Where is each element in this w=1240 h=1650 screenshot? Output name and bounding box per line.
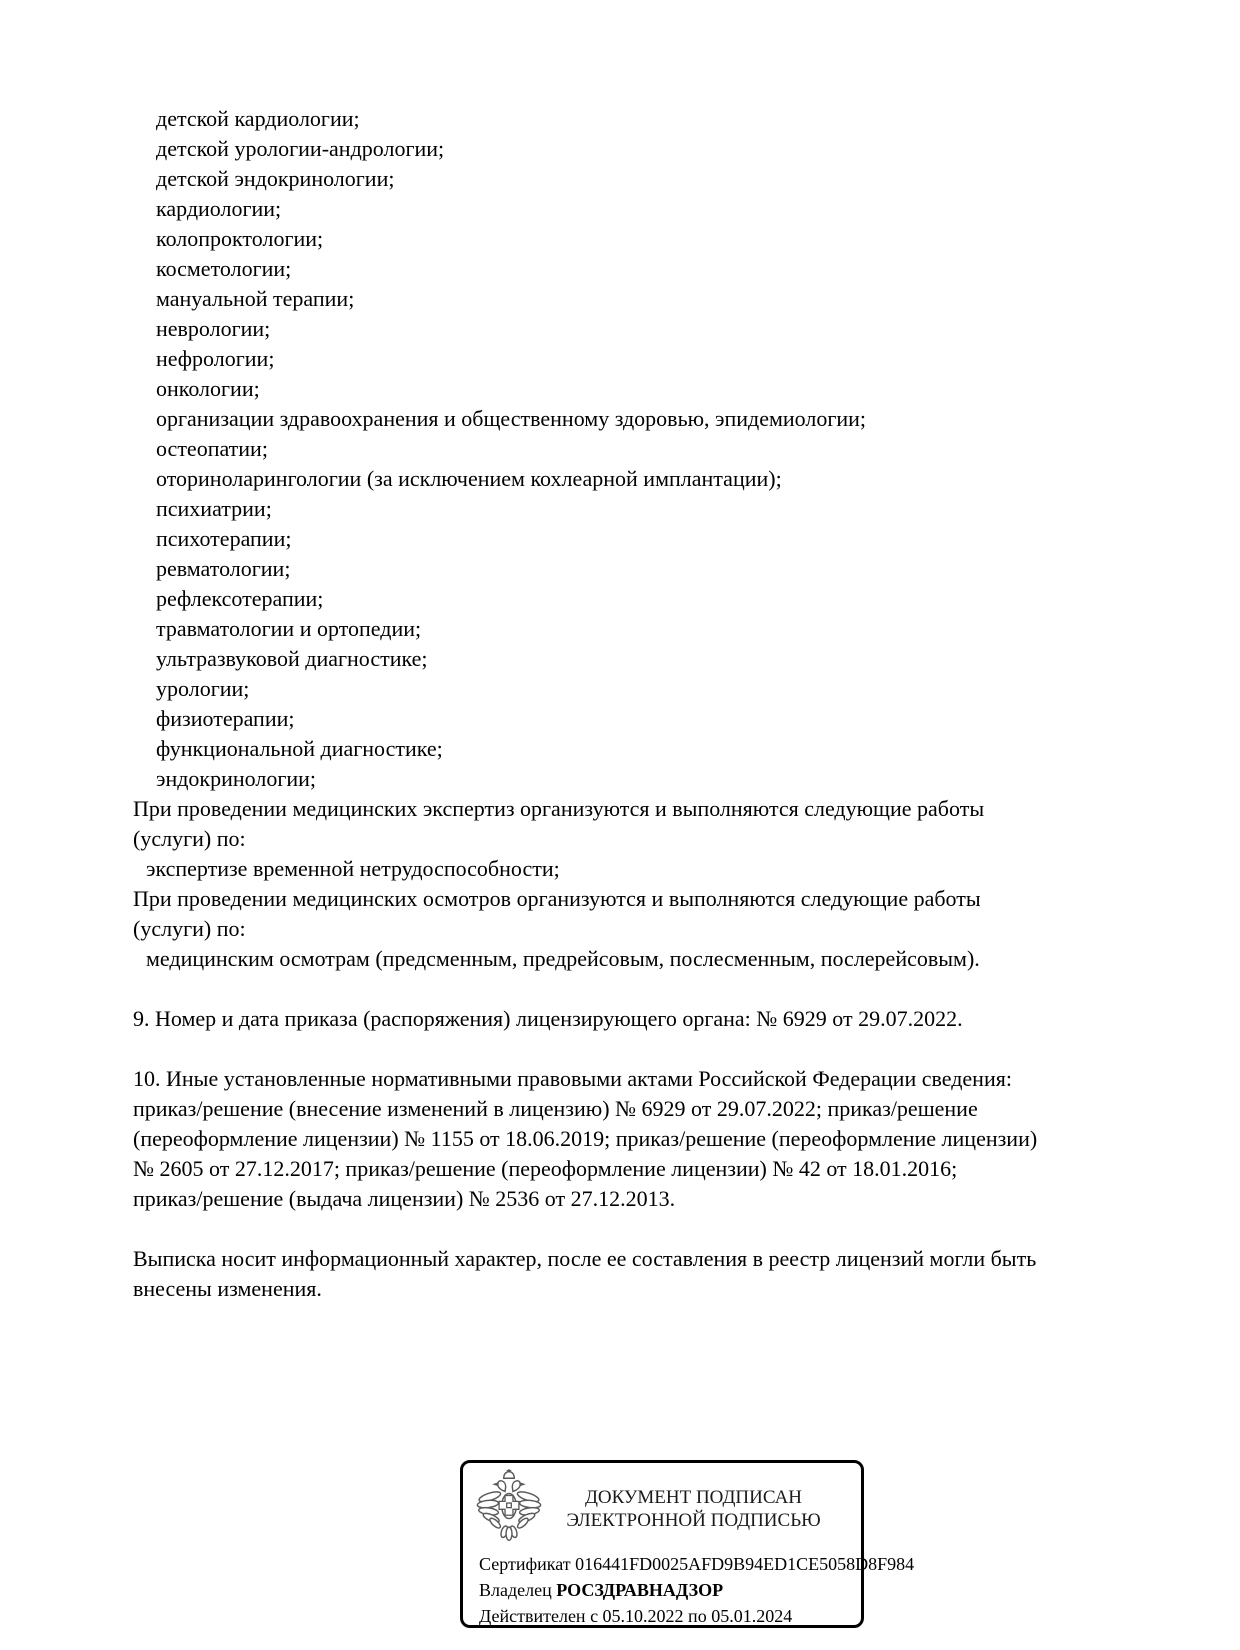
certificate-label: Сертификат [479,1554,576,1574]
certificate-value: 016441FD0025AFD9B94ED1CE5058D8F984 [575,1554,915,1574]
roszdravnadzor-eagle-emblem-icon [476,1469,542,1548]
expertise-intro-line2: (услуги) по: [133,826,246,851]
specialty-item: остеопатии; [156,436,268,461]
spacer [133,1034,1208,1064]
specialty-item: детской урологии-андрологии; [156,136,445,161]
examinations-intro-line1: При проведении медицинских осмотров организуются и выполняются следующие работы [133,886,981,911]
specialty-item: детской эндокринологии; [156,166,395,191]
document-body [133,104,1208,1304]
clause10-line: 10. Иные установленные нормативными правовыми актами Российской Федерации сведения: [133,1066,1012,1091]
specialty-item: мануальной терапии; [156,286,355,311]
certificate-line [479,1551,915,1577]
spacer [133,974,1208,1004]
specialty-item: травматологии и ортопедии; [156,616,422,641]
specialty-item: эндокринологии; [156,766,317,791]
specialty-item: неврологии; [156,316,271,341]
owner-line [479,1577,861,1603]
specialty-item: оториноларингологии (за исключением кохлеарной имплантации); [156,466,782,491]
clause10-block [133,1064,1208,1214]
expertise-item: экспертизе временной нетрудоспособности; [146,856,560,881]
specialty-item: ревматологии; [156,556,291,581]
clause10-line: № 2605 от 27.12.2017; приказ/решение (переоформление лицензии) № 42 от 18.01.2016; [133,1156,958,1181]
specialty-item: организации здравоохранения и общественному здоровью, эпидемиологии; [156,406,867,431]
note-line: внесены изменения. [133,1276,322,1301]
electronic-signature-stamp [460,1460,915,1628]
expertise-intro-line1: При проведении медицинских экспертиз организуются и выполняются следующие работы [133,796,985,821]
validity-line: Действителен с 05.10.2022 по 05.01.2024 [479,1606,793,1626]
stamp-title-line1: ДОКУМЕНТ ПОДПИСАН [584,1486,803,1508]
specialty-item: ультразвуковой диагностике; [156,646,428,671]
clause9-text: 9. Номер и дата приказа (распоряжения) лицензирующего органа: № 6929 от 29.07.2022. [133,1006,963,1031]
specialty-item: функциональной диагностике; [156,736,443,761]
stamp-title [542,1486,849,1532]
specialties-list [133,104,1208,794]
specialty-item: рефлексотерапии; [156,586,324,611]
examinations-intro-line2: (услуги) по: [133,916,246,941]
stamp-title-line2: ЭЛЕКТРОННОЙ ПОДПИСЬЮ [566,1509,821,1531]
owner-value: РОСЗДРАВНАДЗОР [556,1580,724,1600]
spacer [133,1214,1208,1244]
specialty-item: колопроктологии; [156,226,324,251]
specialty-item: психотерапии; [156,526,292,551]
clause10-line: приказ/решение (внесение изменений в лицензию) № 6929 от 29.07.2022; приказ/решение [133,1096,978,1121]
owner-label: Владелец [479,1580,557,1600]
specialty-item: урологии; [156,676,250,701]
specialty-item: нефрологии; [156,346,275,371]
specialty-item: онкологии; [156,376,260,401]
specialty-item: психиатрии; [156,496,272,521]
clause10-line: (переоформление лицензии) № 1155 от 18.06.2019; приказ/решение (переоформление лицензии) [133,1126,1038,1151]
specialty-item: физиотерапии; [156,706,295,731]
specialty-item: детской кардиологии; [156,106,360,131]
stamp-header [463,1463,861,1548]
note-line: Выписка носит информационный характер, после ее составления в реестр лицензий могли быть [133,1246,1037,1271]
stamp-info [463,1548,915,1629]
specialty-item: косметологии; [156,256,292,281]
clause10-line: приказ/решение (выдача лицензии) № 2536 от 27.12.2013. [133,1186,676,1211]
note-block [133,1244,1208,1304]
examinations-item: медицинским осмотрам (предсменным, предрейсовым, послесменным, послерейсовым). [146,946,980,971]
specialty-item: кардиологии; [156,196,282,221]
